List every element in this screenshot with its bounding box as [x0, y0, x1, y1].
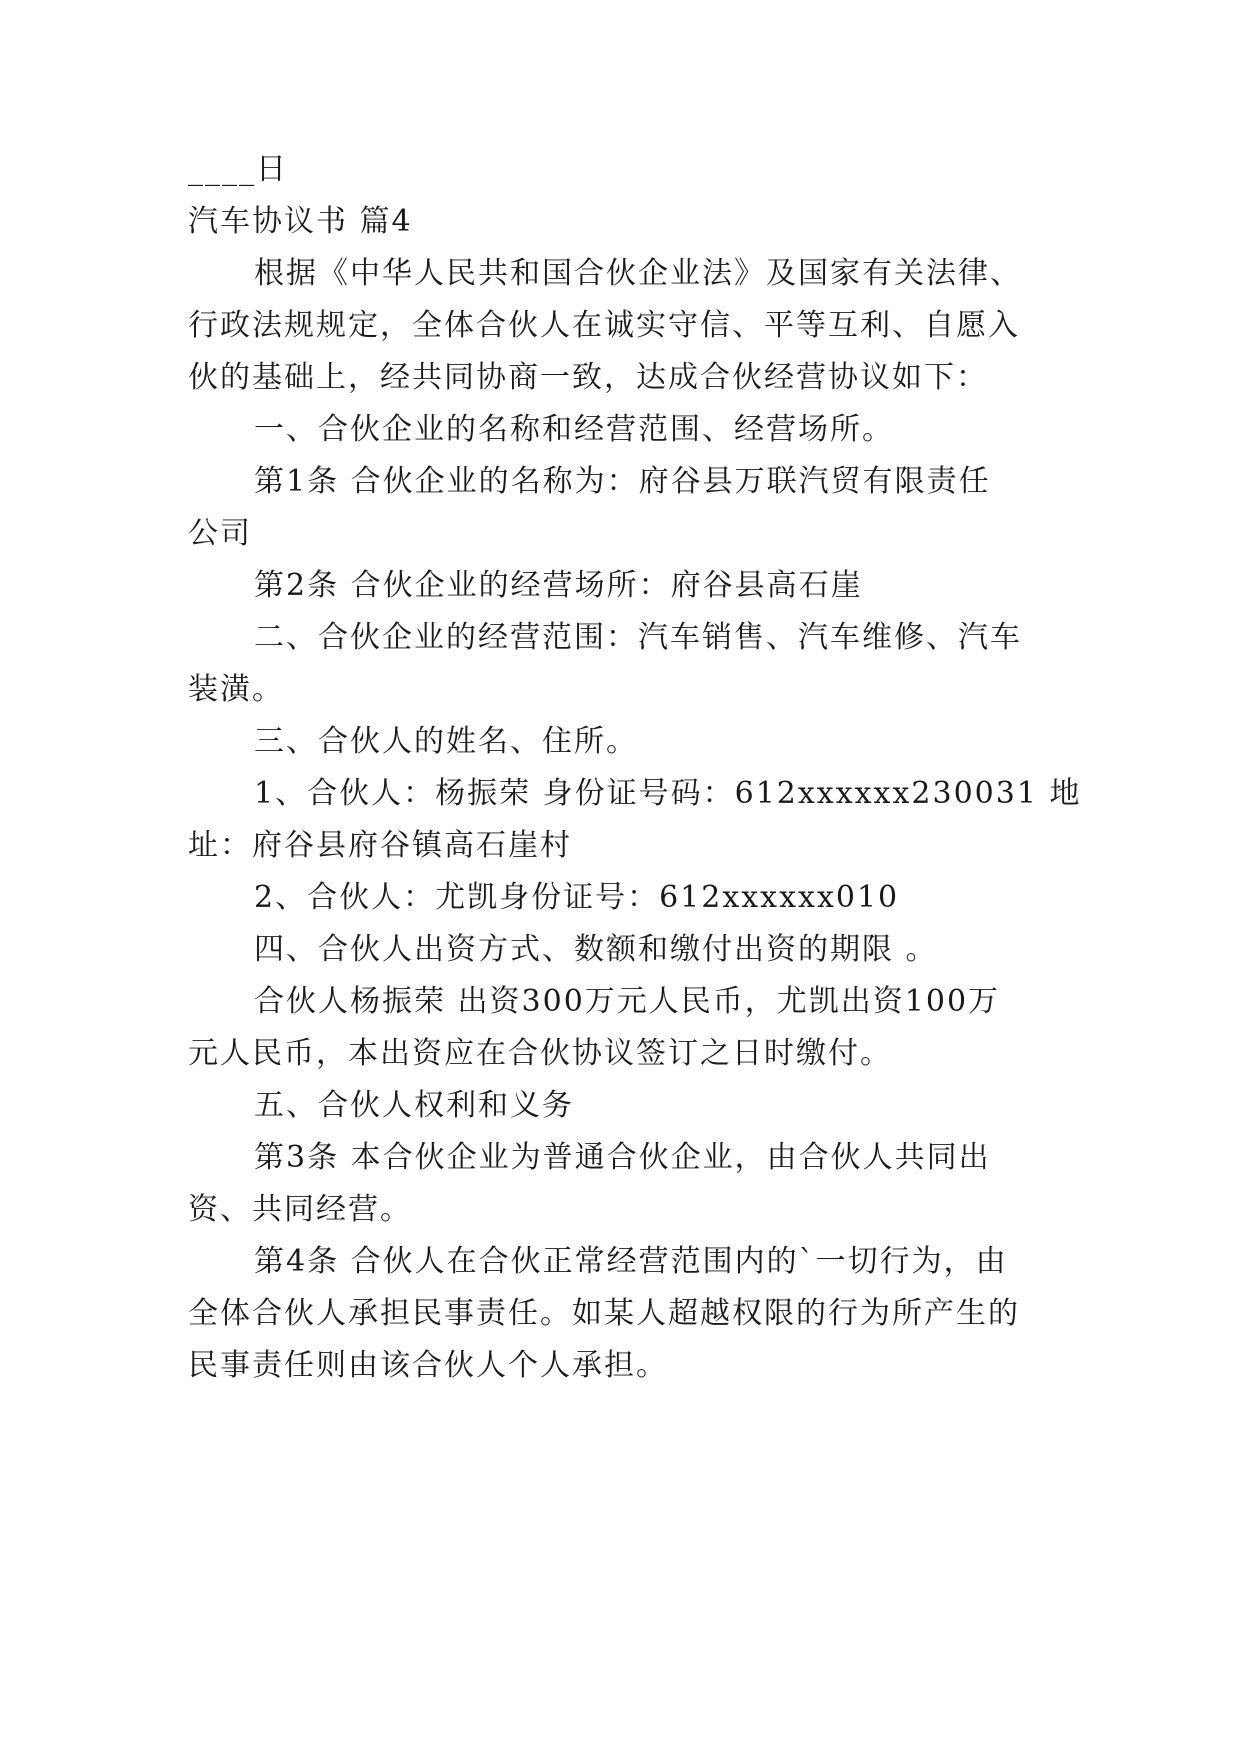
section-heading: 三、合伙人的姓名、住所。: [254, 724, 638, 759]
paragraph-line: 第2条 合伙企业的经营场所：府谷县高石崖: [254, 568, 863, 603]
paragraph-line: 1、合伙人：杨振荣 身份证号码：612xxxxxx230031 地: [254, 776, 1082, 811]
date-line: ____日: [188, 152, 288, 187]
paragraph-line: 第4条 合伙人在合伙正常经营范围内的`一切行为，由: [254, 1244, 1008, 1279]
section-heading: 五、合伙人权利和义务: [254, 1088, 574, 1123]
section-heading: 二、合伙企业的经营范围：汽车销售、汽车维修、汽车: [254, 620, 1022, 655]
paragraph-line: 全体合伙人承担民事责任。如某人超越权限的行为所产生的: [188, 1296, 1020, 1331]
paragraph-line: 第1条 合伙企业的名称为：府谷县万联汽贸有限责任: [254, 464, 991, 499]
document-title: 汽车协议书 篇4: [188, 204, 413, 239]
paragraph-line: 资、共同经营。: [188, 1192, 412, 1227]
paragraph-line: 第3条 本合伙企业为普通合伙企业，由合伙人共同出: [254, 1140, 991, 1175]
paragraph-line: 合伙人杨振荣 出资300万元人民币，尤凯出资100万: [254, 984, 1001, 1019]
paragraph-line: 2、合伙人：尤凯身份证号：612xxxxxx010: [254, 880, 900, 915]
section-heading: 四、合伙人出资方式、数额和缴付出资的期限 。: [254, 932, 938, 967]
paragraph-line: 元人民币，本出资应在合伙协议签订之日时缴付。: [188, 1036, 892, 1071]
paragraph-line: 公司: [188, 516, 252, 551]
section-heading: 一、合伙企业的名称和经营范围、经营场所。: [254, 412, 894, 447]
paragraph-line: 伙的基础上，经共同协商一致，达成合伙经营协议如下：: [188, 360, 988, 395]
paragraph-line: 民事责任则由该合伙人个人承担。: [188, 1348, 668, 1383]
paragraph-line: 根据《中华人民共和国合伙企业法》及国家有关法律、: [254, 256, 1022, 291]
paragraph-line: 行政法规规定，全体合伙人在诚实守信、平等互利、自愿入: [188, 308, 1020, 343]
paragraph-line: 装潢。: [188, 672, 284, 707]
paragraph-line: 址：府谷县府谷镇高石崖村: [188, 828, 572, 863]
